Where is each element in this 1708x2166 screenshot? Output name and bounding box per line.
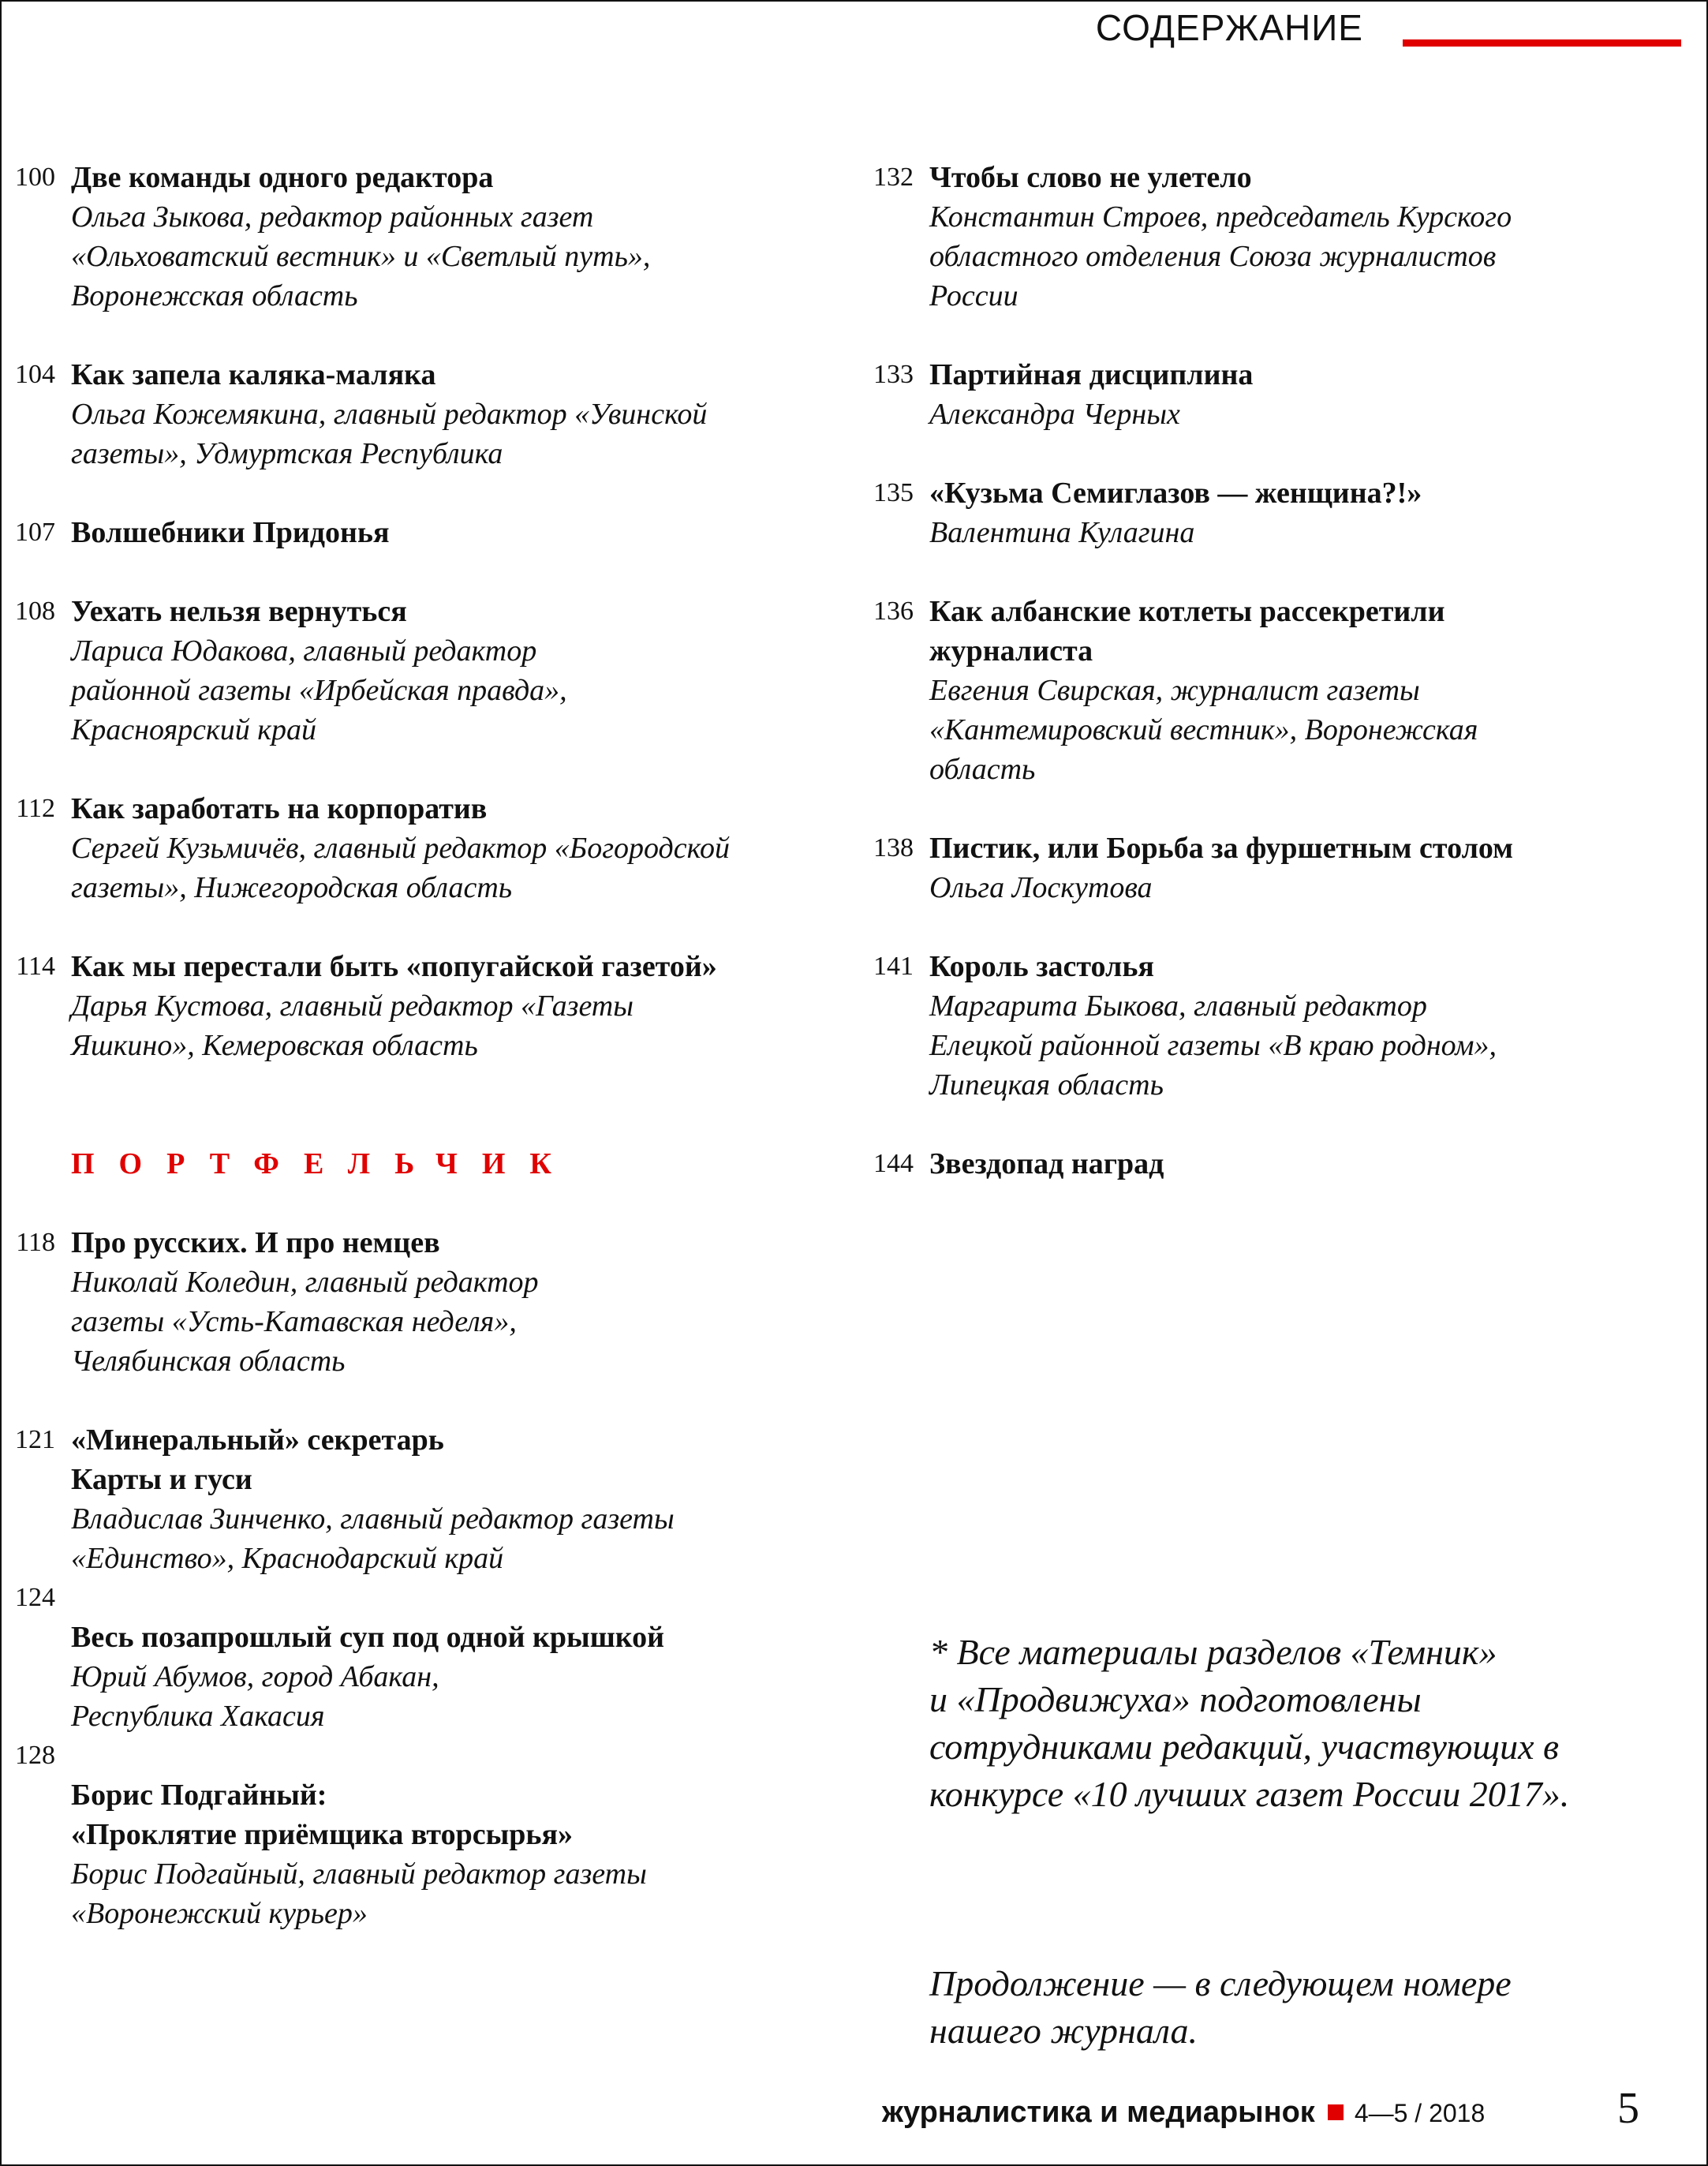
toc-page-number: 114 xyxy=(16,952,55,981)
toc-page-number: 138 xyxy=(873,833,914,862)
toc-entry-author: Лариса Юдакова, главный редактор районной газеты «Ирбейская правда», Красноярский край xyxy=(71,634,567,746)
toc-left-column xyxy=(0,158,844,1933)
toc-entry-author: Дарья Кустова, главный редактор «Газеты Яшкино», Кемеровская область xyxy=(71,989,633,1062)
toc-entry-author: Константин Строев, председатель Курского областного отделения Союза журналистов России xyxy=(929,200,1512,312)
toc-entry-title: Как заработать на корпоратив xyxy=(71,792,488,825)
toc-entry-author: Валентина Кулагина xyxy=(929,516,1195,549)
toc-entry[interactable] xyxy=(0,1223,844,1381)
toc-entry[interactable] xyxy=(858,1144,1702,1184)
toc-entry[interactable] xyxy=(0,592,844,750)
toc-entry[interactable] xyxy=(858,947,1702,1105)
toc-entry-title: Весь позапрошлый суп под одной крышкой xyxy=(71,1621,665,1654)
toc-entry-author: Евгения Свирская, журналист газеты «Кантемировский вестник», Воронежская область xyxy=(929,674,1478,786)
toc-page-number: 121 xyxy=(15,1425,55,1454)
toc-entry-author: Сергей Кузьмичёв, главный редактор «Богородской газеты», Нижегородская область xyxy=(71,832,730,904)
toc-page-number: 118 xyxy=(16,1228,55,1257)
toc-entry-author: Юрий Абумов, город Абакан, Республика Хакасия xyxy=(71,1660,439,1733)
toc-entry-title: Партийная дисциплина xyxy=(929,358,1254,391)
page-footer xyxy=(882,2096,1485,2130)
toc-page-number: 124 xyxy=(15,1583,55,1612)
toc-entry-title-line-2: журналиста xyxy=(929,634,1093,668)
toc-right-column xyxy=(858,158,1702,1184)
toc-entry[interactable] xyxy=(0,158,844,316)
toc-entry-author: Николай Коледин, главный редактор газеты «Усть-Катавская неделя», Челябинская область xyxy=(71,1266,539,1378)
toc-page-number: 144 xyxy=(873,1149,914,1178)
toc-entry[interactable] xyxy=(0,789,844,907)
toc-page-number: 135 xyxy=(873,478,914,507)
toc-entry-title: Звездопад наград xyxy=(929,1147,1164,1180)
toc-entry-title: Как запела каляка-маляка xyxy=(71,358,436,391)
toc-entry-title: Пистик, или Борьба за фуршетным столом xyxy=(929,832,1514,865)
toc-page-number: 112 xyxy=(16,794,55,823)
toc-entry[interactable] xyxy=(858,473,1702,552)
header-accent-rule xyxy=(1403,39,1681,47)
magazine-name: журналистика и медиарынок xyxy=(882,2096,1315,2129)
page-title: СОДЕРЖАНИЕ xyxy=(1095,7,1363,48)
toc-entry-title: Борис Подгайный: xyxy=(71,1779,327,1812)
editorial-note xyxy=(929,1581,1687,2102)
toc-entry[interactable] xyxy=(0,947,844,1065)
toc-entry-title: «Кузьма Семиглазов — женщина?!» xyxy=(929,477,1422,510)
materials-note: * Все материалы разделов «Темник» и «Продвижуха» подготовлены сотрудниками редакций, участвующих в конкурсе «10 лучших газет России 2017». xyxy=(929,1632,1570,1814)
toc-entry-title: Уехать нельзя вернуться xyxy=(71,595,407,628)
toc-page-number: 107 xyxy=(15,518,55,547)
toc-entry[interactable] xyxy=(858,829,1702,907)
section-heading-portfelchik: ПОРТФЕЛЬЧИК xyxy=(71,1147,576,1180)
toc-entry-title: Чтобы слово не улетело xyxy=(929,161,1252,194)
toc-entry-author: Борис Подгайный, главный редактор газеты «Воронежский курьер» xyxy=(71,1857,647,1930)
toc-page-number: 141 xyxy=(873,952,914,981)
footer-square-icon xyxy=(1328,2104,1344,2120)
toc-entry[interactable] xyxy=(858,592,1702,789)
toc-entry[interactable] xyxy=(0,355,844,473)
toc-entry[interactable] xyxy=(0,1578,844,1736)
toc-entry-title: Как мы перестали быть «попугайской газетой» xyxy=(71,950,717,983)
toc-entry[interactable] xyxy=(0,513,844,552)
toc-entry-title: Про русских. И про немцев xyxy=(71,1226,440,1259)
toc-entry-title-line-2: Карты и гуси xyxy=(71,1463,252,1496)
toc-entry-author: Ольга Кожемякина, главный редактор «Увинской газеты», Удмуртская Республика xyxy=(71,398,708,470)
toc-page-number: 133 xyxy=(873,360,914,389)
issue-number: 4—5 / 2018 xyxy=(1354,2099,1486,2127)
toc-entry[interactable] xyxy=(0,1736,844,1933)
toc-page-number: 104 xyxy=(15,360,55,389)
toc-entry-title: Король застолья xyxy=(929,950,1154,983)
toc-entry-title: «Минеральный» секретарь xyxy=(71,1423,444,1457)
toc-entry-author: Ольга Лоскутова xyxy=(929,871,1153,904)
toc-page-number: 108 xyxy=(15,597,55,626)
toc-entry-title: Две команды одного редактора xyxy=(71,161,494,194)
toc-entry-author: Ольга Зыкова, редактор районных газет «Ольховатский вестник» и «Светлый путь», Воронежская область xyxy=(71,200,651,312)
toc-entry[interactable] xyxy=(858,355,1702,434)
toc-entry-author: Александра Черных xyxy=(929,398,1180,431)
toc-entry[interactable] xyxy=(0,1420,844,1578)
toc-page-number: 132 xyxy=(873,163,914,192)
toc-page-number: 136 xyxy=(873,597,914,626)
toc-entry-author: Владислав Зинченко, главный редактор газеты «Единство», Краснодарский край xyxy=(71,1502,675,1575)
toc-entry-title: Как албанские котлеты рассекретили xyxy=(929,595,1445,628)
page-number: 5 xyxy=(1617,2084,1639,2133)
toc-entry[interactable] xyxy=(858,158,1702,316)
continuation-note: Продолжение — в следующем номере нашего журнала. xyxy=(929,1963,1512,2051)
toc-page-number: 128 xyxy=(15,1741,55,1770)
toc-page-number: 100 xyxy=(15,163,55,192)
toc-entry-title: Волшебники Придонья xyxy=(71,516,390,549)
toc-entry-title-line-2: «Проклятие приёмщика вторсырья» xyxy=(71,1818,574,1851)
toc-entry-author: Маргарита Быкова, главный редактор Елецкой районной газеты «В краю родном», Липецкая область xyxy=(929,989,1497,1102)
